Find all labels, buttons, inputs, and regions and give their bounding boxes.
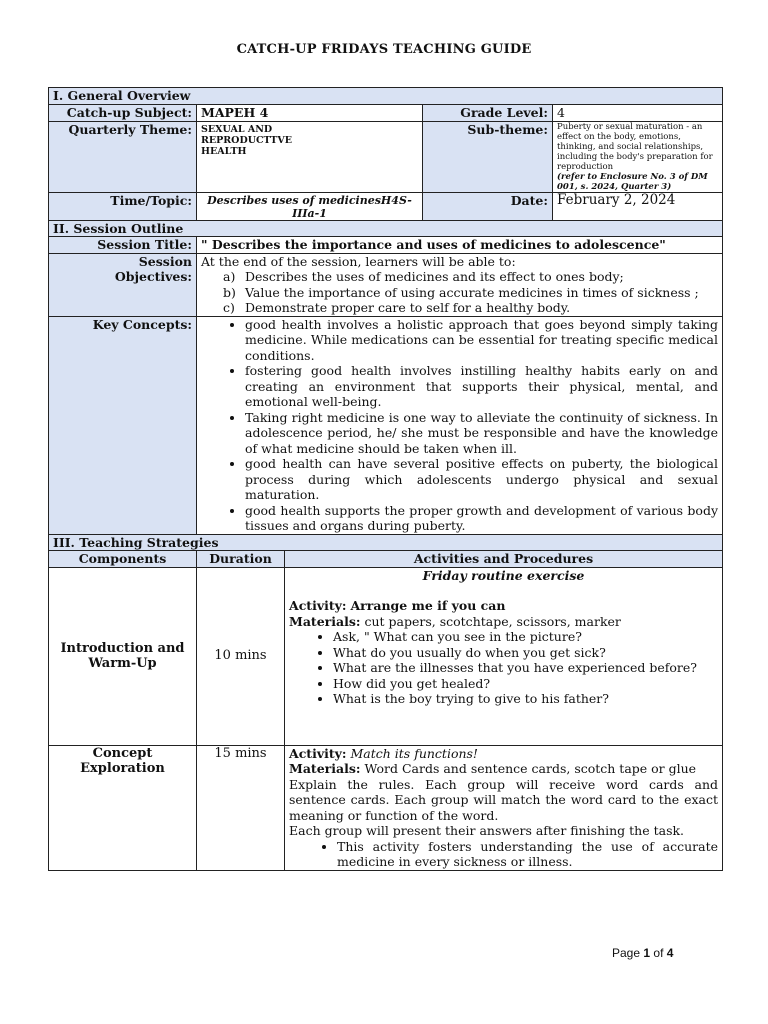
concept-item: • fostering good health involves instilling healthy habits early on and creating an environment that supports their physical, mental, and emotional well-being. [245,363,718,410]
concept-rules: Explain the rules. Each group will receive word cards and sentence cards. Each group will match the word card to the exact meaning or function of the word. [289,776,719,823]
theme-cell [197,121,423,192]
subtheme-cell [553,121,723,192]
topic-value: Describes uses of medicinesH4S-IIIa-1 [197,192,423,220]
intro-component: Introduction and Warm-Up [49,567,197,745]
subject-label: Catch-up Subject: [49,104,197,121]
objectives-label: Session Objectives: [49,253,197,316]
intro-activities [285,567,723,745]
duration-header: Duration [197,551,285,568]
question-item: • What is the boy trying to give to his father? [333,691,718,707]
key-concepts-cell [197,316,723,534]
routine-label: Friday routine exercise [422,567,585,583]
objectives-list [201,269,718,316]
question-item: • How did you get healed? [333,676,718,692]
teaching-guide-table [48,87,723,871]
session-outline-heading: II. Session Outline [49,220,723,237]
intro-duration: 10 mins [197,567,285,745]
components-header: Components [49,551,197,568]
concept-item: • good health can have several positive effects on puberty, the biological process during which adolescents undergo physical and sexual maturation. [245,456,718,503]
objective-item: Demonstrate proper care to self for a healthy body. [245,300,571,315]
question-item: • What are the illnesses that you have experienced before? [333,660,718,676]
teaching-strategies-heading: III. Teaching Strategies [49,534,723,551]
concept-materials: Materials: Word Cards and sentence cards, scotch tape or glue [289,761,697,776]
question-item: • Ask, " What can you see in the picture? [333,629,718,645]
time-topic-label: Time/Topic: [49,192,197,220]
grade-value: 4 [553,104,723,121]
theme-value: SEXUAL AND REPRODUCTTVE HEALTH [201,123,292,157]
page-number: Page 1 of 4 [612,946,674,960]
subject-value: MAPEH 4 [197,104,423,121]
activities-header: Activities and Procedures [285,551,723,568]
concept-item: • good health supports the proper growth and development of various body tissues and organs during puberty. [245,503,718,534]
date-label: Date: [423,192,553,220]
subtheme-value: Puberty or sexual maturation - an effect on the body, emotions, thinking, and social relationships, including the body's preparation for reproduction [557,121,713,172]
objectives-cell [197,253,723,316]
question-item: • What do you usually do when you get sick? [333,645,718,661]
concept-bullets [289,839,718,870]
objectives-intro: At the end of the session, learners will be able to: [201,253,516,269]
concept-bullet-item: • This activity fosters understanding the use of accurate medicine in every sickness or illness. [337,839,718,870]
key-concepts-label: Key Concepts: [49,316,197,534]
intro-activity: Activity: Arrange me if you can [289,598,506,613]
subtheme-label: Sub-theme: [423,121,553,192]
general-overview-heading: I. General Overview [49,88,723,105]
concept-item: • Taking right medicine is one way to alleviate the continuity of sickness. In adolescence period, he/ she must be responsible and have the knowledge of what medicine should be taken when ill. [245,410,718,457]
subtheme-reference: (refer to Enclosure No. 3 of DM 001, s. 2024, Quarter 3) [557,171,708,192]
document-title: CATCH-UP FRIDAYS TEACHING GUIDE [236,42,532,57]
session-title-label: Session Title: [49,237,197,254]
theme-label: Quarterly Theme: [49,121,197,192]
key-concepts-list [201,317,718,534]
grade-label: Grade Level: [423,104,553,121]
concept-presentation: Each group will present their answers after finishing the task. [289,823,685,838]
concept-activity: Activity: Match its functions! [289,745,478,761]
objective-item: Describes the uses of medicines and its effect to ones body; [245,269,624,284]
intro-questions [289,629,718,707]
date-value: February 2, 2024 [553,192,723,220]
session-title-value: " Describes the importance and uses of medicines to adolescence" [197,237,723,254]
intro-materials: Materials: cut papers, scotchtape, scissors, marker [289,613,621,629]
objective-item: Value the importance of using accurate medicines in times of sickness ; [245,284,699,300]
concept-component: Concept Exploration [49,745,197,870]
concept-activities [285,745,723,870]
concept-duration: 15 mins [197,745,285,870]
concept-item: • good health involves a holistic approach that goes beyond simply taking medicine. While medications can be essential for treating specific medical conditions. [245,317,718,364]
